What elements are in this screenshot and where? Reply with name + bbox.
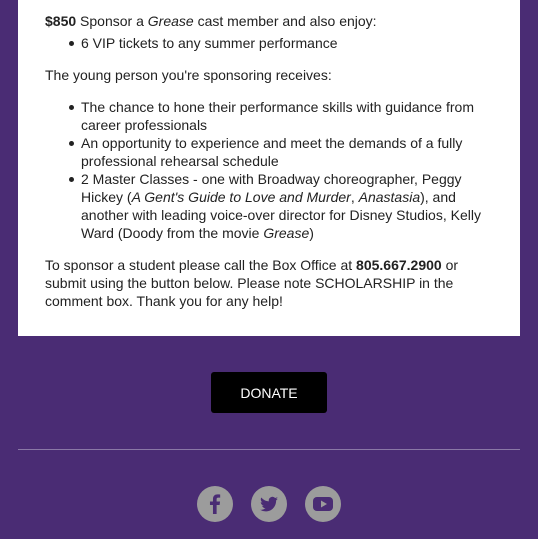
show-title: Anastasia (358, 189, 421, 205)
benefit-item: An opportunity to experience and meet the demands of a fully professional rehearsal schedule (81, 134, 495, 170)
twitter-icon[interactable] (251, 486, 287, 522)
benefit-text: ), and another with leading voice-over director for Disney Studios, Kelly Ward (Doody from the movie (81, 189, 481, 241)
benefit-text: , (350, 189, 359, 205)
benefit-text: ) (309, 225, 314, 241)
sponsor-details (45, 12, 495, 310)
contact-text-end: or submit using the button below. Please note SCHOLARSHIP in the comment box. Thank you for any help! (45, 257, 459, 309)
show-title: Grease (147, 13, 194, 29)
benefit-item: The chance to hone their performance skills with guidance from career professionals (81, 98, 495, 134)
receives-intro: The young person you're sponsoring receives: (45, 67, 332, 83)
sponsor-text-end: cast member and also enjoy: (193, 13, 377, 29)
facebook-glyph (197, 486, 233, 522)
contact-info (45, 256, 495, 310)
benefit-item (81, 170, 495, 242)
phone-number[interactable]: 805.667.2900 (356, 257, 442, 273)
divider (18, 449, 520, 450)
sponsor-offer (45, 12, 495, 30)
sponsor-text: Sponsor a (76, 13, 148, 29)
perks-list (45, 34, 495, 52)
facebook-icon[interactable] (197, 486, 233, 522)
content-card (18, 0, 520, 336)
contact-text: To sponsor a student please call the Box Office at (45, 257, 357, 273)
youtube-icon[interactable] (305, 486, 341, 522)
twitter-glyph (251, 486, 287, 522)
show-title: A Gent's Guide to Love and Murder (131, 189, 351, 205)
benefit-text: 2 Master Classes - one with Broadway choreographer, Peggy Hickey ( (81, 171, 462, 205)
donate-button[interactable]: DONATE (211, 372, 327, 413)
movie-title: Grease (263, 225, 310, 241)
benefits-list (45, 98, 495, 242)
youtube-glyph (305, 486, 341, 522)
perk-item: 6 VIP tickets to any summer performance (81, 34, 495, 52)
sponsor-price: $850 (45, 13, 77, 29)
